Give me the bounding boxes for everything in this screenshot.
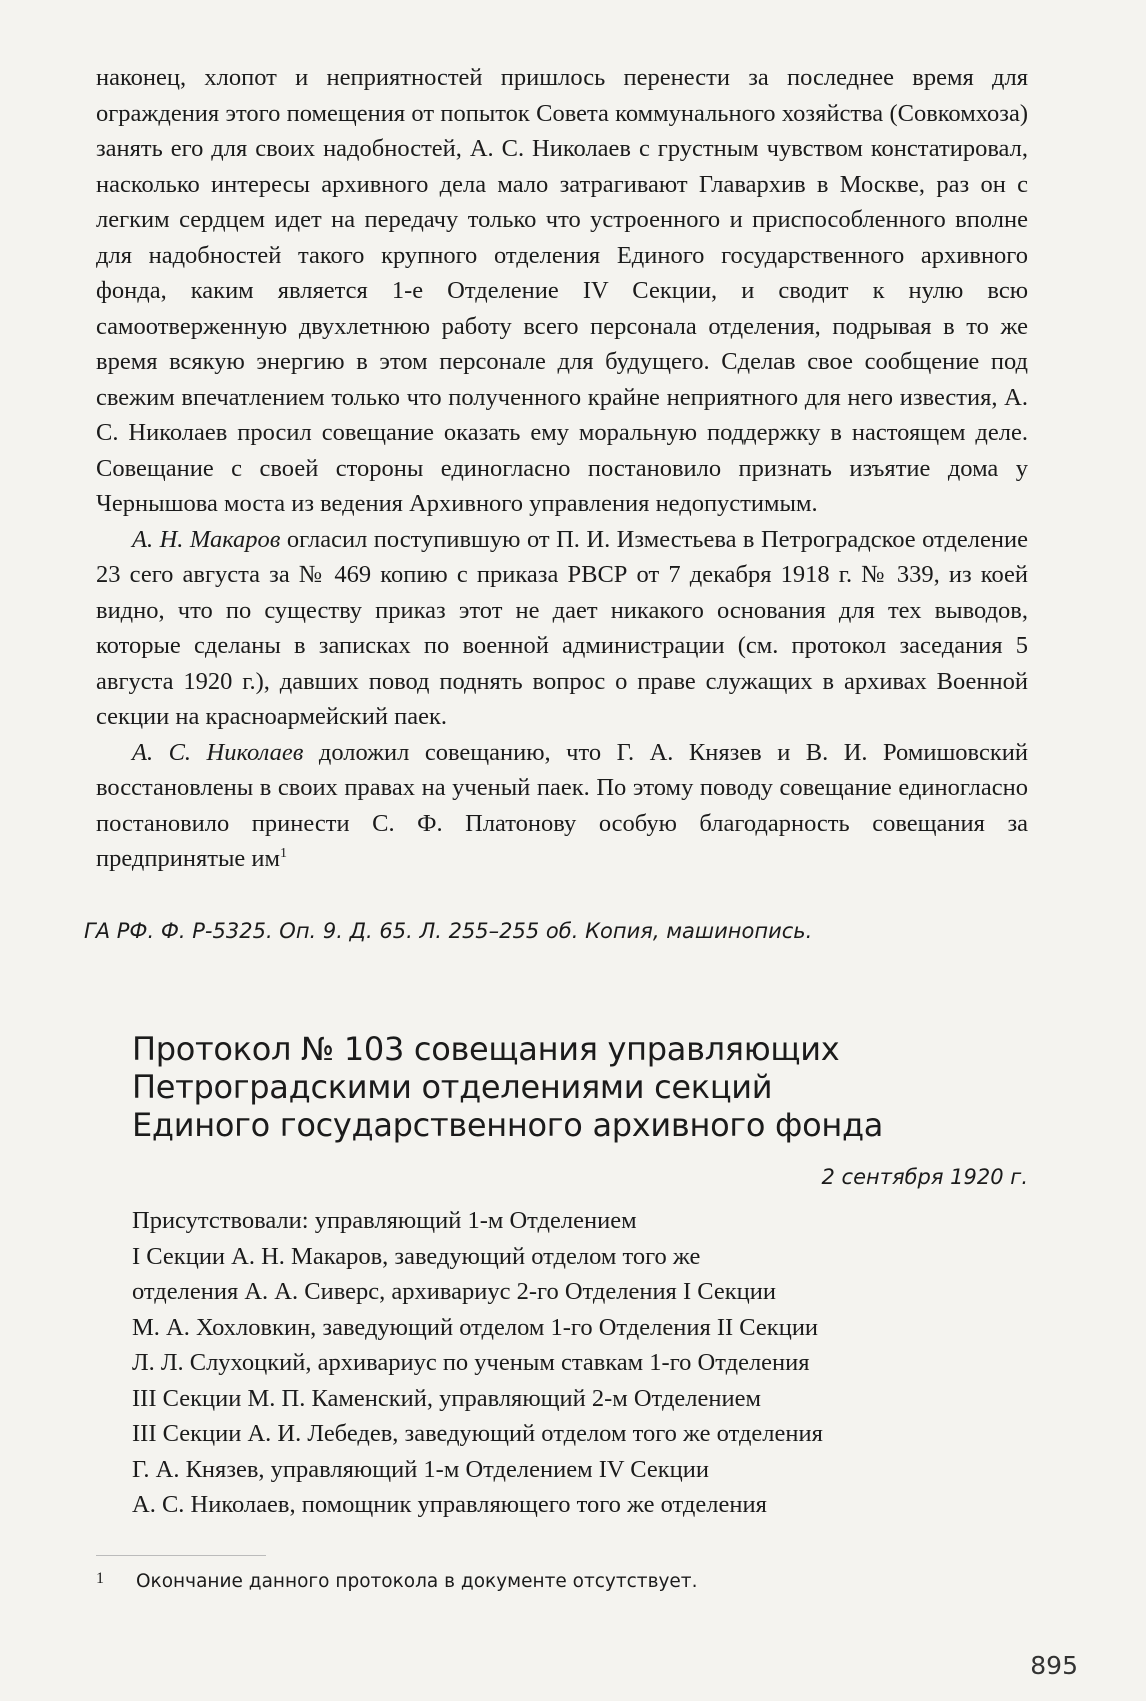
paragraph-2 <box>96 522 1028 735</box>
heading-line-2: Петроградскими отделениями секций <box>132 1068 773 1106</box>
archival-source: ГА РФ. Ф. Р-5325. Оп. 9. Д. 65. Л. 255–255 об. Копия, машинопись. <box>84 919 813 943</box>
footnote <box>96 1566 996 1595</box>
paragraph-2-text: огласил поступившую от П. И. Изместьева в Петроградское отделение 23 сего августа за № 469 копию с приказа РВСР от 7 декабря 1918 г. № 339, из коей видно, что по существу приказ этот не дает никакого основания для тех выводов, которые сделаны в записках по военной администрации (см. протокол заседания 5 августа 1920 г.), давших повод поднять вопрос о праве служащих в архивах Военной секции на красноармейский паек. <box>96 525 1028 730</box>
paragraph-1: наконец, хлопот и неприятностей пришлось перенести за последнее время для ограждения этого помещения от попыток Совета коммунального хозяйства (Совкомхоза) занять его для своих надобностей, А. С. Николаев с грустным чувством констатировал, насколько интересы архивного дела мало затрагивают Главархив в Москве, раз он с легким сердцем идет на передачу только что устроенного и приспособленного вполне для надобностей такого крупного отделения Единого государственного архивного фонда, каким является 1-е Отделение IV Секции, и сводит к нулю всю самоотверженную двухлетнюю работу всего персонала отделения, подрывая в то же время всякую энергию в этом персонале для будущего. Сделав свое сообщение под свежим впечатлением только что полученного крайне неприятного для него известия, А. С. Николаев просил совещание оказать ему моральную поддержку в настоящем деле. Совещание с своей стороны единогласно постановило признать изъятие дома у Чернышова моста из ведения Архивного управления недопустимым. <box>96 64 1028 517</box>
attendees-line: III Секции А. И. Лебедев, заведующий отделом того же отделения <box>132 1420 823 1447</box>
paragraph-3 <box>96 735 1028 877</box>
attendees-list <box>132 1203 1012 1523</box>
paragraph-3-text: доложил совещанию, что Г. А. Князев и В. И. Ромишовский восстановлены в своих правах на ученый паек. По этому поводу совещание единогласно постановило принести С. Ф. Платонову особую благодарность совещания за предпринятые им <box>96 738 1028 872</box>
page-number: 895 <box>1030 1651 1078 1680</box>
protocol-date: 2 сентября 1920 г. <box>821 1165 1028 1189</box>
main-text <box>96 60 1028 877</box>
footnote-text: Окончание данного протокола в документе отсутствует. <box>136 1571 698 1592</box>
speaker-nikolaev: А. С. Николаев <box>132 738 304 766</box>
attendees-line: отделения А. А. Сиверс, архивариус 2-го Отделения I Секции <box>132 1278 776 1305</box>
attendees-line: Г. А. Князев, управляющий 1-м Отделением IV Секции <box>132 1455 709 1483</box>
footnote-divider <box>96 1555 266 1556</box>
heading-line-1: Протокол № 103 совещания управляющих <box>132 1030 840 1068</box>
attendees-line: Присутствовали: управляющий 1-м Отделением <box>132 1207 637 1234</box>
footnote-reference: 1 <box>280 845 288 861</box>
attendees-line: М. А. Хохловкин, заведующий отделом 1-го Отделения II Секции <box>132 1313 819 1341</box>
protocol-heading <box>132 1030 1032 1144</box>
footnote-mark: 1 <box>96 1570 104 1587</box>
attendees-line: III Секции М. П. Каменский, управляющий 2-м Отделением <box>132 1384 761 1412</box>
heading-line-3: Единого государственного архивного фонда <box>132 1106 884 1144</box>
attendees-line: А. С. Николаев, помощник управляющего того же отделения <box>132 1491 767 1518</box>
attendees-line: Л. Л. Слухоцкий, архивариус по ученым ставкам 1-го Отделения <box>132 1349 810 1376</box>
speaker-makarov: А. Н. Макаров <box>132 525 281 553</box>
attendees-line: I Секции А. Н. Макаров, заведующий отделом того же <box>132 1242 701 1270</box>
